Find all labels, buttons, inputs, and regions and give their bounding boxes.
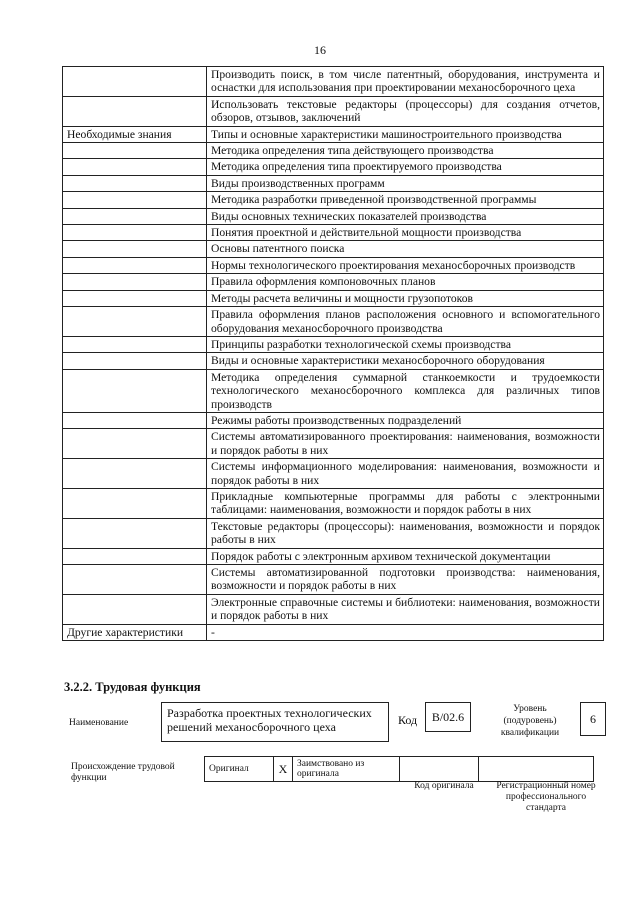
table-row (63, 225, 604, 241)
table-row (63, 548, 604, 564)
table-row (63, 307, 604, 337)
level-label: Уровень (подуровень) квалификации (500, 704, 560, 738)
table-row (63, 624, 604, 640)
knowledge-item: Виды производственных программ (207, 175, 604, 191)
original-mark: X (274, 757, 293, 782)
borrowed-cell: Заимствовано из оригинала (293, 757, 400, 782)
knowledge-item: Методика определения типа действующего производства (207, 143, 604, 159)
code-caption: Код оригинала (414, 781, 474, 791)
code-box: B/02.6 (425, 702, 471, 732)
knowledge-item: Текстовые редакторы (процессоры): наименования, возможности и порядок работы в них (207, 518, 604, 548)
knowledge-item: Системы автоматизированной подготовки производства: наименования, возможности и порядок работы в них (207, 565, 604, 595)
other-value: - (207, 624, 604, 640)
knowledge-item: Нормы технологического проектирования механосборочных производств (207, 257, 604, 273)
origin-table (204, 756, 594, 782)
table-row (63, 412, 604, 428)
table-row (63, 208, 604, 224)
knowledge-label: Необходимые знания (63, 126, 207, 142)
origin-label: Происхождение трудовой функции (71, 762, 175, 783)
code-label: Код (398, 713, 418, 727)
table-row (63, 175, 604, 191)
table-row (63, 143, 604, 159)
knowledge-item: Методика разработки приведенной производственной программы (207, 192, 604, 208)
knowledge-item: Правила оформления компоновочных планов (207, 274, 604, 290)
knowledge-item: Правила оформления планов расположения основного и вспомогательного оборудования механосборочного производства (207, 307, 604, 337)
other-label: Другие характеристики (63, 624, 207, 640)
table-row (63, 67, 604, 97)
knowledge-item: Режимы работы производственных подразделений (207, 412, 604, 428)
knowledge-item: Порядок работы с электронным архивом технической документации (207, 548, 604, 564)
knowledge-item: Понятия проектной и действительной мощности производства (207, 225, 604, 241)
knowledge-item: Виды и основные характеристики механосборочного оборудования (207, 353, 604, 369)
original-code-cell (400, 757, 479, 782)
section-title: 3.2.2. Трудовая функция (64, 680, 201, 694)
table-row (63, 488, 604, 518)
table-row (63, 290, 604, 306)
table-row (63, 257, 604, 273)
knowledge-item: Методика определения суммарной станкоемкости и трудоемкости технологического механосборочного комплекса для различных типов производств (207, 369, 604, 412)
name-label: Наименование (69, 718, 129, 728)
knowledge-item: Методика определения типа проектируемого производства (207, 159, 604, 175)
table-row (63, 353, 604, 369)
table-row (63, 594, 604, 624)
knowledge-item: Системы автоматизированного проектирования: наименования, возможности и порядок работы в них (207, 429, 604, 459)
knowledge-item: Принципы разработки технологической схемы производства (207, 336, 604, 352)
knowledge-item: Основы патентного поиска (207, 241, 604, 257)
table-row (63, 369, 604, 412)
knowledge-item: Методы расчета величины и мощности грузопотоков (207, 290, 604, 306)
table-row (63, 518, 604, 548)
table-row (63, 126, 604, 142)
table-row (63, 336, 604, 352)
empty-label-cell (63, 67, 207, 97)
table-row (63, 274, 604, 290)
table-row (63, 429, 604, 459)
empty-label-cell (63, 96, 207, 126)
function-name-box: Разработка проектных технологических решений механосборочного цеха (161, 702, 389, 742)
knowledge-table (62, 66, 604, 641)
table-row (63, 565, 604, 595)
table-row (63, 96, 604, 126)
table-row (63, 241, 604, 257)
knowledge-item: Прикладные компьютерные программы для работы с электронными таблицами: наименования, возможности и порядок работы в них (207, 488, 604, 518)
knowledge-item: Электронные справочные системы и библиотеки: наименования, возможности и порядок работы в них (207, 594, 604, 624)
knowledge-item: Виды основных технических показателей производства (207, 208, 604, 224)
knowledge-item: Типы и основные характеристики машиностроительного производства (207, 126, 604, 142)
table-row (63, 192, 604, 208)
page-number: 16 (314, 43, 326, 57)
table-row (205, 757, 594, 782)
table-row (63, 459, 604, 489)
knowledge-item: Системы информационного моделирования: наименования, возможности и порядок работы в них (207, 459, 604, 489)
reg-number-cell (479, 757, 594, 782)
skill-item: Производить поиск, в том числе патентный, оборудования, инструмента и оснастки для использования при проектировании механосборочного цеха (207, 67, 604, 97)
skill-item: Использовать текстовые редакторы (процессоры) для создания отчетов, обзоров, отзывов, заключений (207, 96, 604, 126)
level-box: 6 (580, 702, 606, 736)
original-cell: Оригинал (205, 757, 274, 782)
reg-caption: Регистрационный номер профессионального стандарта (496, 781, 596, 813)
table-row (63, 159, 604, 175)
